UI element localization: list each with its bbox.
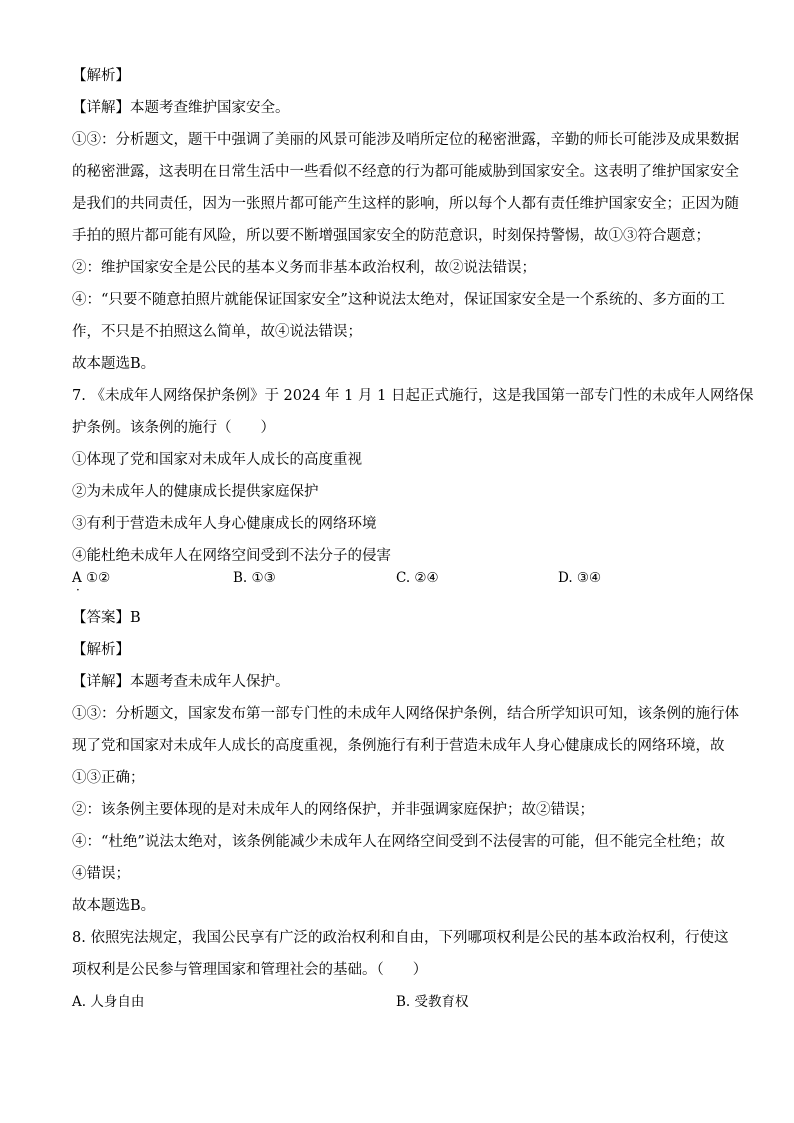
detail-line: ④错误； [72, 866, 130, 882]
detail-line: 现了党和国家对未成年人成长的高度重视，条例施行有利于营造未成年人身心健康成长的网络环境，故 [72, 738, 725, 754]
detail-line: ②：维护国家安全是公民的基本义务而非基本政治权利，故②说法错误； [72, 260, 536, 276]
option-d: D. ③④ [558, 570, 602, 586]
question-stem: 护条例。该条例的施行（ ） [72, 420, 275, 436]
detail-line: 手拍的照片都可能有风险，所以要不断增强国家安全的防范意识，时刻保持警惕，故①③符合题意； [72, 228, 710, 244]
detail-line: 故本题选B。 [72, 356, 156, 372]
option-b: B. 受教育权 [396, 994, 469, 1010]
analysis-tag: 【解析】 [72, 68, 130, 84]
statement: ①体现了党和国家对未成年人成长的高度重视 [72, 452, 362, 468]
option-a: A ①② [72, 570, 111, 586]
option-a: A. 人身自由 [72, 994, 145, 1010]
question-stem: 7. 《未成年人网络保护条例》于 2024 年 1 月 1 日起正式施行，这是我国第一部专门性的未成年人网络保 [72, 388, 754, 404]
option-c: C. ②④ [396, 570, 439, 586]
option-dot: · [76, 583, 80, 597]
detail-line: ④：“只要不随意拍照片就能保证国家安全”这种说法太绝对，保证国家安全是一个系统的、多方面的工 [72, 292, 725, 308]
question-stem: 项权利是公民参与管理国家和管理社会的基础。（ ） [72, 962, 428, 978]
statement: ④能杜绝未成年人在网络空间受到不法分子的侵害 [72, 548, 391, 564]
statement: ③有利于营造未成年人身心健康成长的网络环境 [72, 516, 377, 532]
question-stem: 8. 依照宪法规定，我国公民享有广泛的政治权利和自由，下列哪项权利是公民的基本政治权利，行使这 [72, 930, 729, 946]
detail-line: ④：“杜绝”说法太绝对，该条例能减少未成年人在网络空间受到不法侵害的可能，但不能完全杜绝；故 [72, 834, 725, 850]
detail-line: ②：该条例主要体现的是对未成年人的网络保护，并非强调家庭保护；故②错误； [72, 802, 594, 818]
answer: 【答案】B [72, 610, 141, 626]
detail-line: 的秘密泄露，这表明在日常生活中一些看似不经意的行为都可能威胁到国家安全。这表明了维护国家安全 [72, 164, 739, 180]
statement: ②为未成年人的健康成长提供家庭保护 [72, 484, 319, 500]
detail-line: ①③：分析题文，国家发布第一部专门性的未成年人网络保护条例，结合所学知识可知，该条例的施行体 [72, 706, 739, 722]
detail-line: ①③：分析题文，题干中强调了美丽的风景可能涉及哨所定位的秘密泄露，辛勤的师长可能涉及成果数据 [72, 132, 739, 148]
option-b: B. ①③ [233, 570, 276, 586]
detail-line: ①③正确； [72, 770, 145, 786]
detail-line: 是我们的共同责任，因为一张照片都可能产生这样的影响，所以每个人都有责任维护国家安全；正因为随 [72, 196, 739, 212]
detail-line: 【详解】本题考查维护国家安全。 [72, 100, 290, 116]
detail-line: 故本题选B。 [72, 898, 156, 914]
analysis-tag: 【解析】 [72, 642, 130, 658]
detail-line: 作，不只是不拍照这么简单，故④说法错误； [72, 324, 362, 340]
detail-line: 【详解】本题考查未成年人保护。 [72, 674, 290, 690]
